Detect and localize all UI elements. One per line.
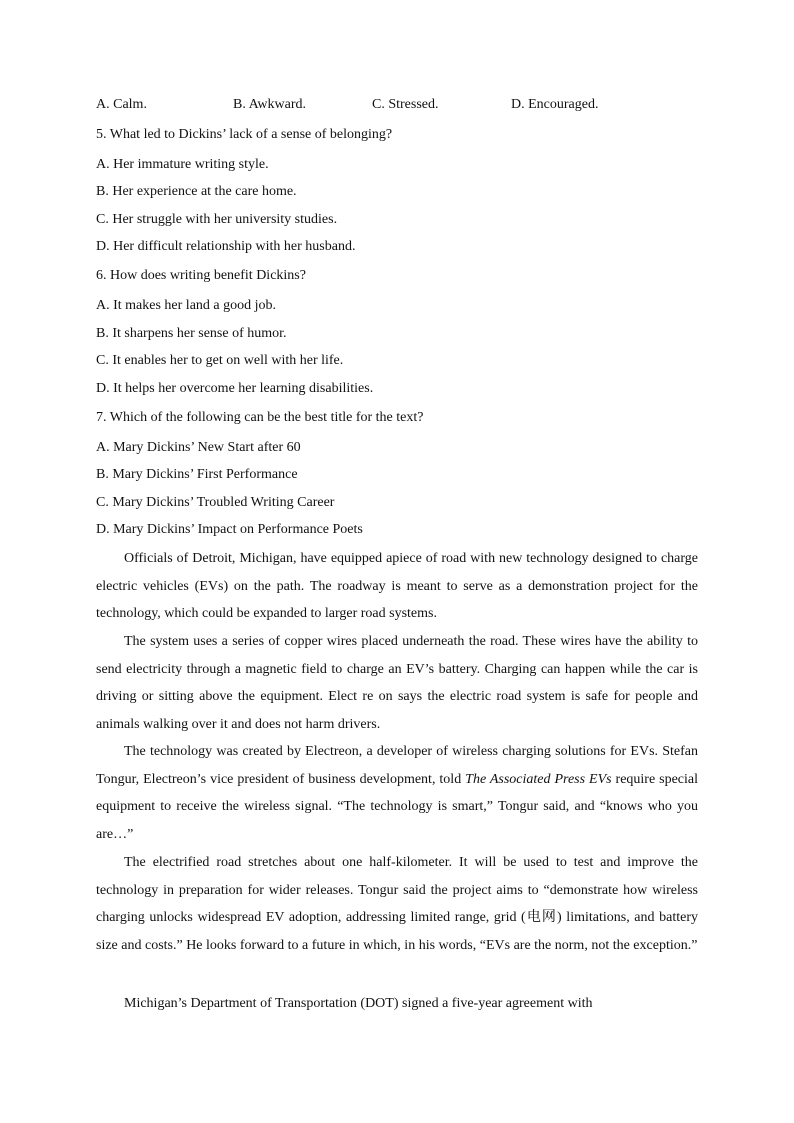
q5-question: 5. What led to Dickins’ lack of a sense of belonging? bbox=[96, 127, 393, 142]
q6-option-d: D. It helps her overcome her learning disabilities. bbox=[96, 381, 374, 396]
passage-paragraph-2: The system uses a series of copper wires placed underneath the road. These wires have the ability to send electricity through a magnetic field to charge an EV’s battery. Charging can happen while the car is driving or sitting above the equipment. Elect re on says the electric road system is safe for people and animals walking over it and does not harm drivers. bbox=[96, 634, 698, 732]
q7-option-b: B. Mary Dickins’ First Performance bbox=[96, 467, 298, 482]
q7-option-d: D. Mary Dickins’ Impact on Performance Poets bbox=[96, 522, 363, 537]
q5-option-a: A. Her immature writing style. bbox=[96, 157, 269, 172]
q7-question: 7. Which of the following can be the best title for the text? bbox=[96, 410, 424, 425]
passage-paragraph-4: The electrified road stretches about one half-kilometer. It will be used to test and improve the technology in preparation for wider releases. Tongur said the project aims to “demonstrate how wireless charging unlocks widespread EV adoption, addressing limited range, grid (电网) limitations, and battery size and costs.” He looks forward to a future in which, in his words, “EVs are the norm, not the exception.” bbox=[96, 855, 698, 953]
passage-paragraph-1: Officials of Detroit, Michigan, have equipped apiece of road with new technology designed to charge electric vehicles (EVs) on the path. The roadway is meant to serve as a demonstration project for the technology, which could be expanded to larger road systems. bbox=[96, 551, 698, 622]
q4-option-b: B. Awkward. bbox=[233, 97, 306, 112]
q7-option-a: A. Mary Dickins’ New Start after 60 bbox=[96, 440, 301, 455]
passage-paragraph-5: Michigan’s Department of Transportation (DOT) signed a five-year agreement with bbox=[124, 996, 593, 1011]
q4-option-d: D. Encouraged. bbox=[511, 97, 599, 112]
q5-option-c: C. Her struggle with her university studies. bbox=[96, 212, 338, 227]
q6-question: 6. How does writing benefit Dickins? bbox=[96, 268, 306, 283]
q7-option-c: C. Mary Dickins’ Troubled Writing Career bbox=[96, 495, 335, 510]
publication-name: The Associated Press EVs bbox=[465, 771, 612, 787]
q5-option-d: D. Her difficult relationship with her husband. bbox=[96, 239, 356, 254]
passage-paragraph-3: The technology was created by Electreon, a developer of wireless charging solutions for EVs. Stefan Tongur, Electreon’s vice president of business development, told The Associated Press EVs require special equipment to receive the wireless signal. “The technology is smart,” Tongur said, and “knows who you are…” bbox=[96, 744, 699, 842]
q4-option-a: A. Calm. bbox=[96, 97, 147, 112]
q6-option-b: B. It sharpens her sense of humor. bbox=[96, 326, 287, 341]
q6-option-c: C. It enables her to get on well with her life. bbox=[96, 353, 344, 368]
q6-option-a: A. It makes her land a good job. bbox=[96, 298, 277, 313]
q5-option-b: B. Her experience at the care home. bbox=[96, 184, 297, 199]
q4-option-c: C. Stressed. bbox=[372, 97, 439, 112]
